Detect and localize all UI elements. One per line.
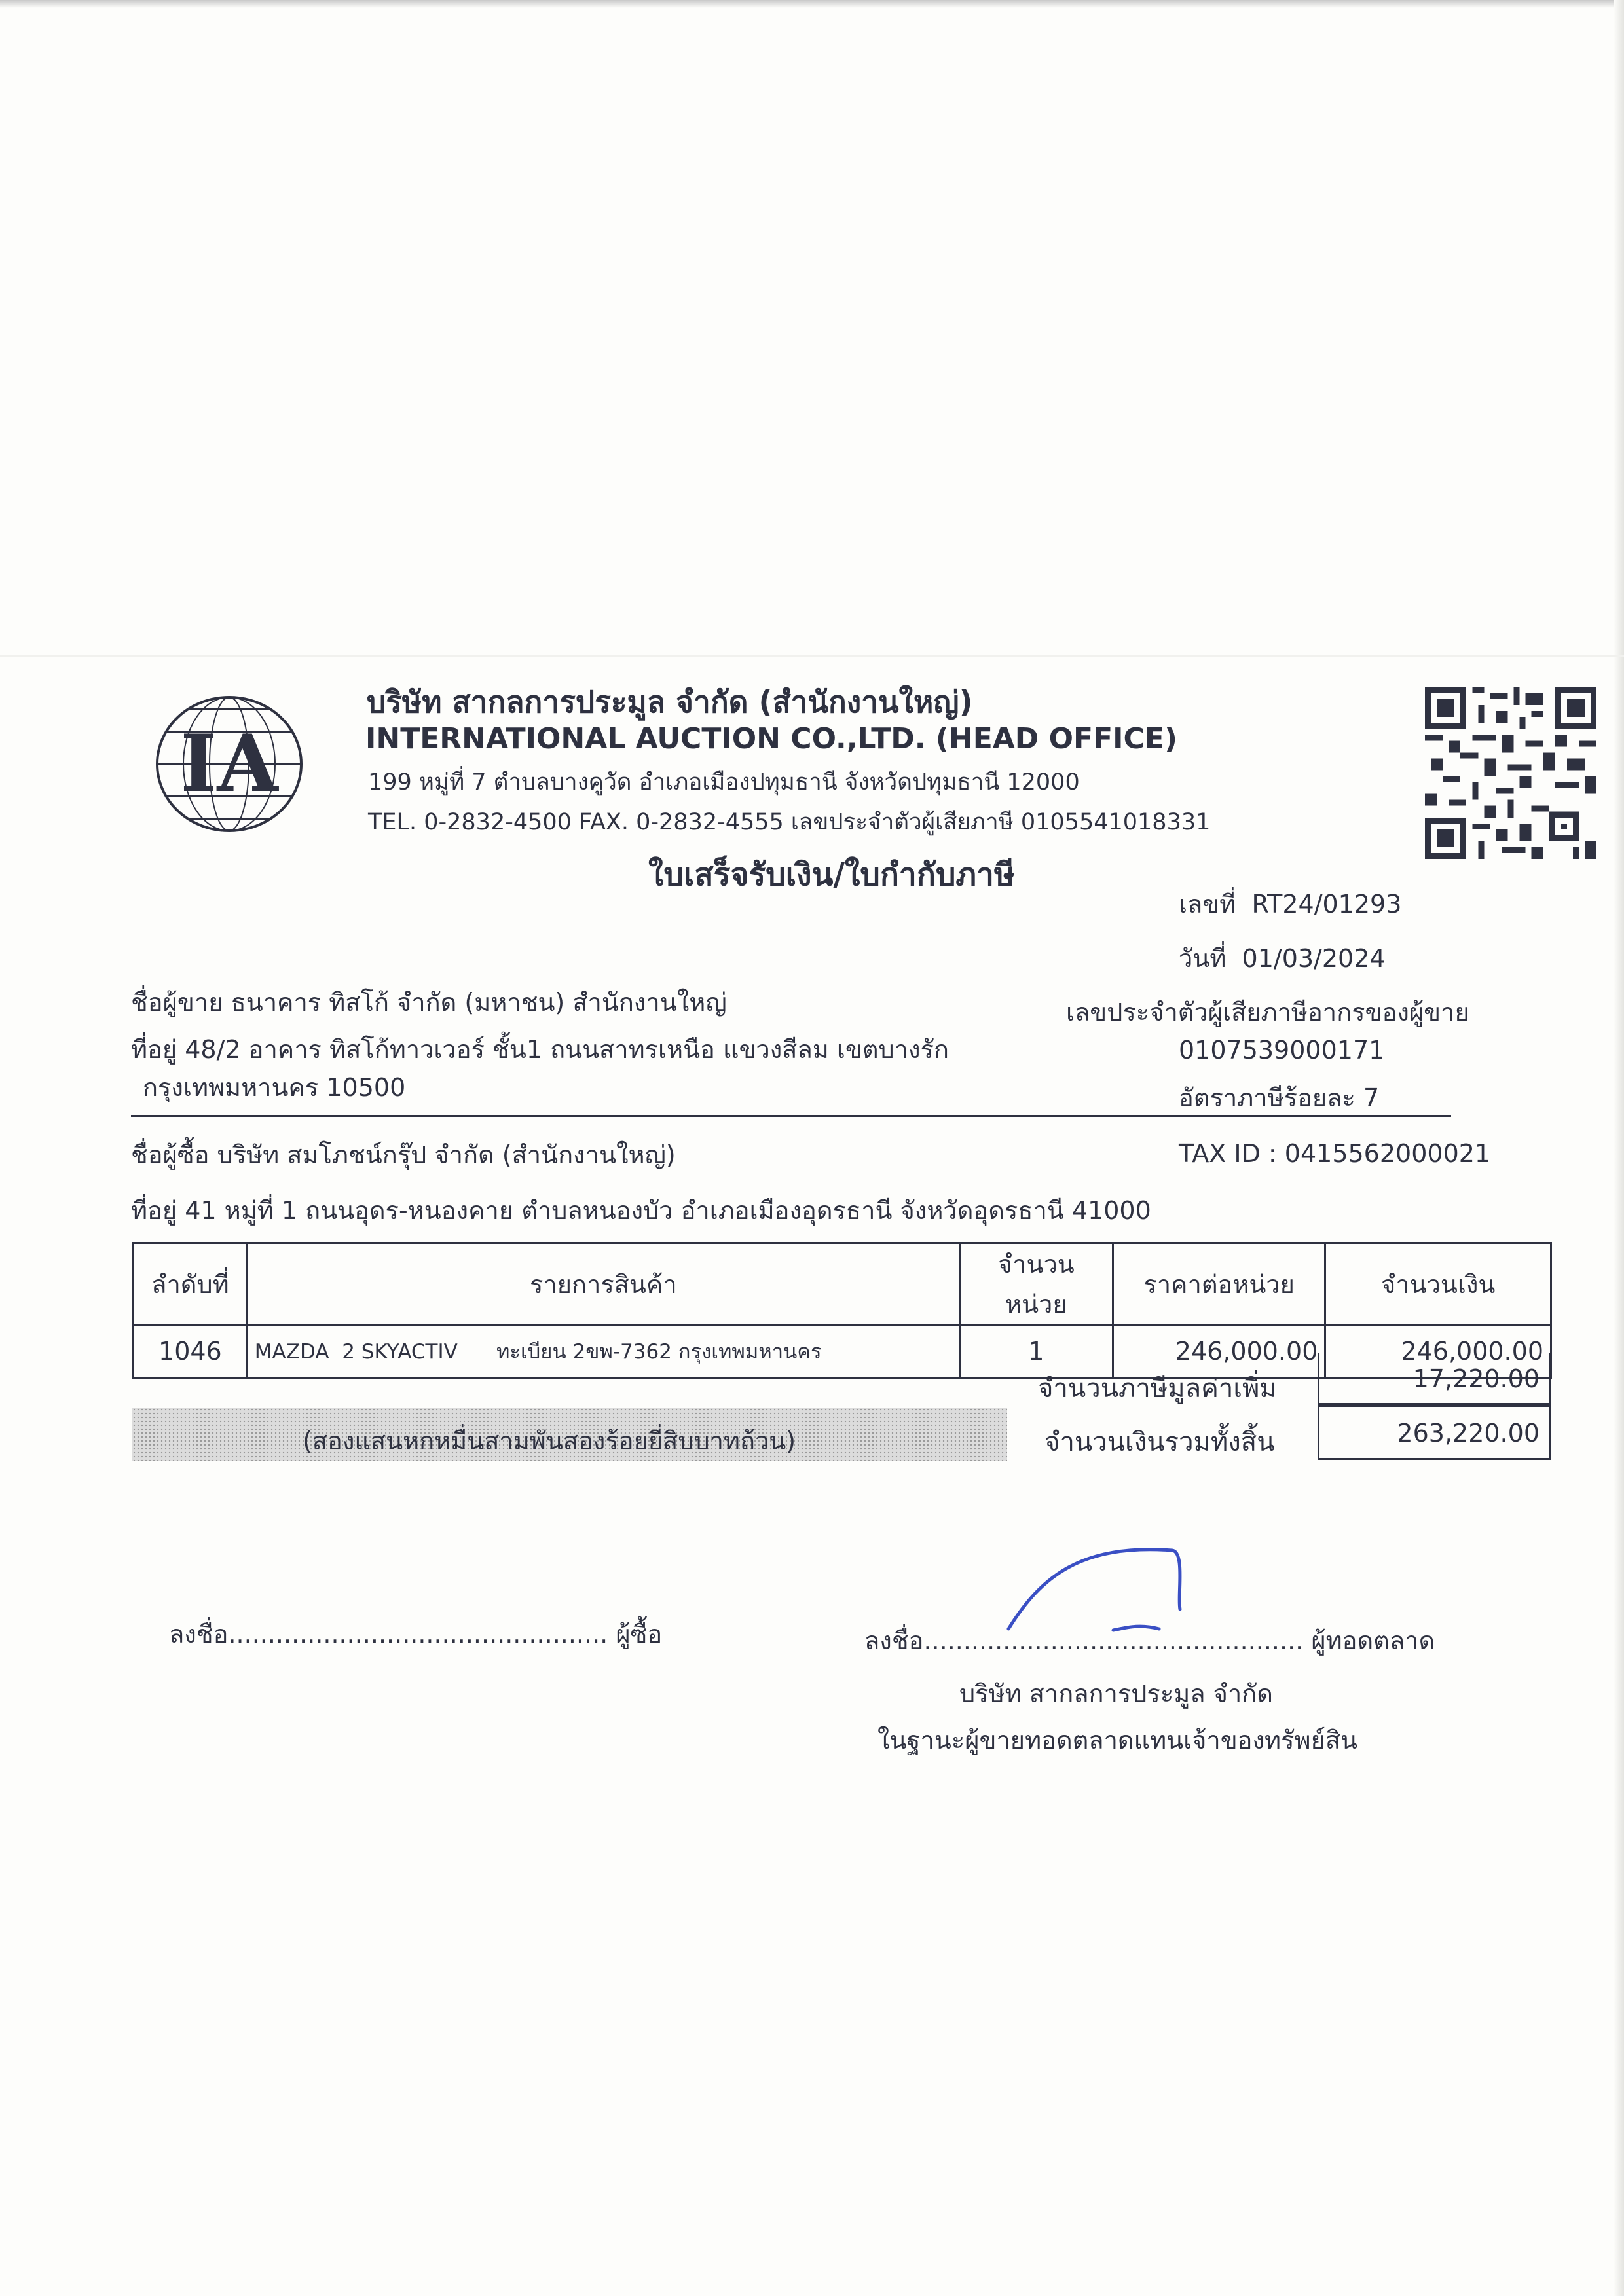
- header-unit-price: ราคาต่อหน่วย: [1113, 1243, 1325, 1325]
- grand-total-label: จำนวนเงินรวมทั้งสิ้น: [1044, 1427, 1275, 1457]
- header-quantity: จำนวนหน่วย: [959, 1243, 1113, 1325]
- company-name-thai: บริษัท สากลการประมูล จำกัด (สำนักงานใหญ่): [367, 684, 973, 720]
- buyer-signature-line: ลงชื่อ................................................ ผู้ซื้อ: [169, 1620, 663, 1649]
- row-no: 1046: [134, 1325, 248, 1378]
- seller-tax-label: เลขประจำตัวผู้เสียภาษีอากรของผู้ขาย: [1066, 998, 1469, 1027]
- vat-label: จำนวนภาษีมูลค่าเพิ่ม: [1038, 1374, 1277, 1404]
- logo-text: IA: [180, 718, 278, 810]
- seller-address-line2: กรุงเทพมหานคร 10500: [143, 1073, 406, 1102]
- vat-amount: 17,220.00: [1318, 1353, 1551, 1405]
- header-amount: จำนวนเงิน: [1325, 1243, 1551, 1325]
- row-unit-price: 246,000.00: [1113, 1325, 1325, 1378]
- company-address: 199 หมู่ที่ 7 ตำบลบางคูวัด อำเภอเมืองปทุมธานี จังหวัดปทุมธานี 12000: [368, 769, 1080, 795]
- row-description: MAZDA 2 SKYACTIV ทะเบียน 2ขพ-7362 กรุงเทพมหานคร: [247, 1325, 959, 1378]
- qr-code-icon: [1425, 687, 1596, 859]
- paper-fold: [0, 655, 1624, 657]
- header-description: รายการสินค้า: [247, 1243, 959, 1325]
- document-number: [1179, 884, 1401, 924]
- amount-in-words: (สองแสนหกหมื่นสามพันสองร้อยยี่สิบบาทถ้วน): [303, 1427, 796, 1455]
- document-date: [1179, 938, 1386, 978]
- document-date-label: วันที่: [1179, 944, 1227, 973]
- seller-tax-id: 0107539000171: [1179, 1036, 1385, 1065]
- auctioneer-signature-line: ลงชื่อ................................................ ผู้ทอดตลาด: [864, 1626, 1435, 1655]
- document-number-label: เลขที่: [1179, 890, 1236, 919]
- company-logo: [154, 693, 304, 835]
- seller-address-line1: ที่อยู่ 48/2 อาคาร ทิสโก้ทาวเวอร์ ชั้น1 ถนนสาทรเหนือ แขวงสีลม เขตบางรัก: [131, 1035, 949, 1064]
- buyer-name: ชื่อผู้ซื้อ บริษัท สมโภชน์กรุ๊ป จำกัด (สำนักงานใหญ่): [131, 1140, 676, 1169]
- table-header-row: [134, 1243, 1551, 1325]
- section-divider: [131, 1115, 1451, 1117]
- grand-total-amount: 263,220.00: [1318, 1405, 1551, 1460]
- handwritten-signature: [1002, 1537, 1211, 1642]
- company-contact: TEL. 0-2832-4500 FAX. 0-2832-4555 เลขประจำตัวผู้เสียภาษี 0105541018331: [368, 809, 1211, 835]
- scan-edge-right: [1614, 0, 1624, 2296]
- document-number-value: RT24/01293: [1251, 890, 1402, 919]
- row-quantity: 1: [959, 1325, 1113, 1378]
- auctioneer-role: ในฐานะผู้ขายทอดตลาดแทนเจ้าของทรัพย์สิน: [877, 1726, 1358, 1755]
- buyer-tax-id: TAX ID : 0415562000021: [1179, 1139, 1491, 1168]
- scan-edge-top: [0, 0, 1624, 8]
- company-name-english: INTERNATIONAL AUCTION CO.,LTD. (HEAD OFFICE): [365, 722, 1177, 756]
- row-amount: 246,000.00: [1325, 1325, 1551, 1378]
- buyer-address: ที่อยู่ 41 หมู่ที่ 1 ถนนอุดร-หนองคาย ตำบลหนองบัว อำเภอเมืองอุดรธานี จังหวัดอุดรธานี 41000: [131, 1196, 1151, 1225]
- header-no: ลำดับที่: [134, 1243, 248, 1325]
- seller-vat-rate: อัตราภาษีร้อยละ 7: [1179, 1084, 1380, 1112]
- auctioneer-company: บริษัท สากลการประมูล จำกัด: [959, 1679, 1273, 1708]
- document-date-value: 01/03/2024: [1242, 944, 1386, 973]
- document-title: ใบเสร็จรับเงิน/ใบกำกับภาษี: [648, 856, 1015, 893]
- seller-name: ชื่อผู้ขาย ธนาคาร ทิสโก้ จำกัด (มหาชน) สำนักงานใหญ่: [131, 988, 727, 1017]
